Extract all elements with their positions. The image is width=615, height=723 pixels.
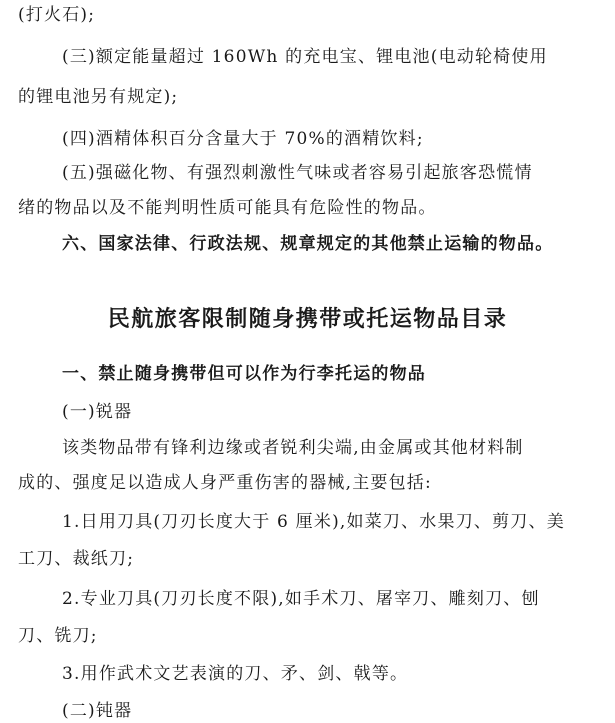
paragraph-line: 六、国家法律、行政法规、规章规定的其他禁止运输的物品。 bbox=[62, 234, 554, 254]
paragraph-line: 绪的物品以及不能判明性质可能具有危险性的物品。 bbox=[18, 198, 437, 218]
paragraph-line: 的锂电池另有规定); bbox=[18, 87, 179, 107]
list-item-line: 刀、铣刀; bbox=[18, 626, 98, 646]
list-item-line: 1.日用刀具(刀刃长度大于 6 厘米),如菜刀、水果刀、剪刀、美 bbox=[62, 512, 565, 532]
document-title: 民航旅客限制随身携带或托运物品目录 bbox=[107, 307, 508, 332]
paragraph-line: (五)强磁化物、有强烈刺激性气味或者容易引起旅客恐慌情 bbox=[62, 163, 533, 183]
paragraph-line: (打火石); bbox=[18, 5, 96, 25]
paragraph-line: 成的、强度足以造成人身严重伤害的器械,主要包括: bbox=[18, 473, 432, 493]
paragraph-line: (三)额定能量超过 160Wh 的充电宝、锂电池(电动轮椅使用 bbox=[62, 47, 548, 67]
paragraph-line: 该类物品带有锋利边缘或者锐利尖端,由金属或其他材料制 bbox=[62, 438, 524, 458]
section-heading: 一、禁止随身携带但可以作为行李托运的物品 bbox=[62, 364, 426, 384]
paragraph-line: (四)酒精体积百分含量大于 70%的酒精饮料; bbox=[62, 129, 424, 149]
subsection-heading: (一)锐器 bbox=[62, 402, 133, 422]
list-item-line: 3.用作武术文艺表演的刀、矛、剑、戟等。 bbox=[62, 664, 409, 684]
subsection-heading: (二)钝器 bbox=[62, 701, 133, 721]
list-item-line: 2.专业刀具(刀刃长度不限),如手术刀、屠宰刀、雕刻刀、刨 bbox=[62, 589, 540, 609]
list-item-line: 工刀、裁纸刀; bbox=[18, 549, 135, 569]
